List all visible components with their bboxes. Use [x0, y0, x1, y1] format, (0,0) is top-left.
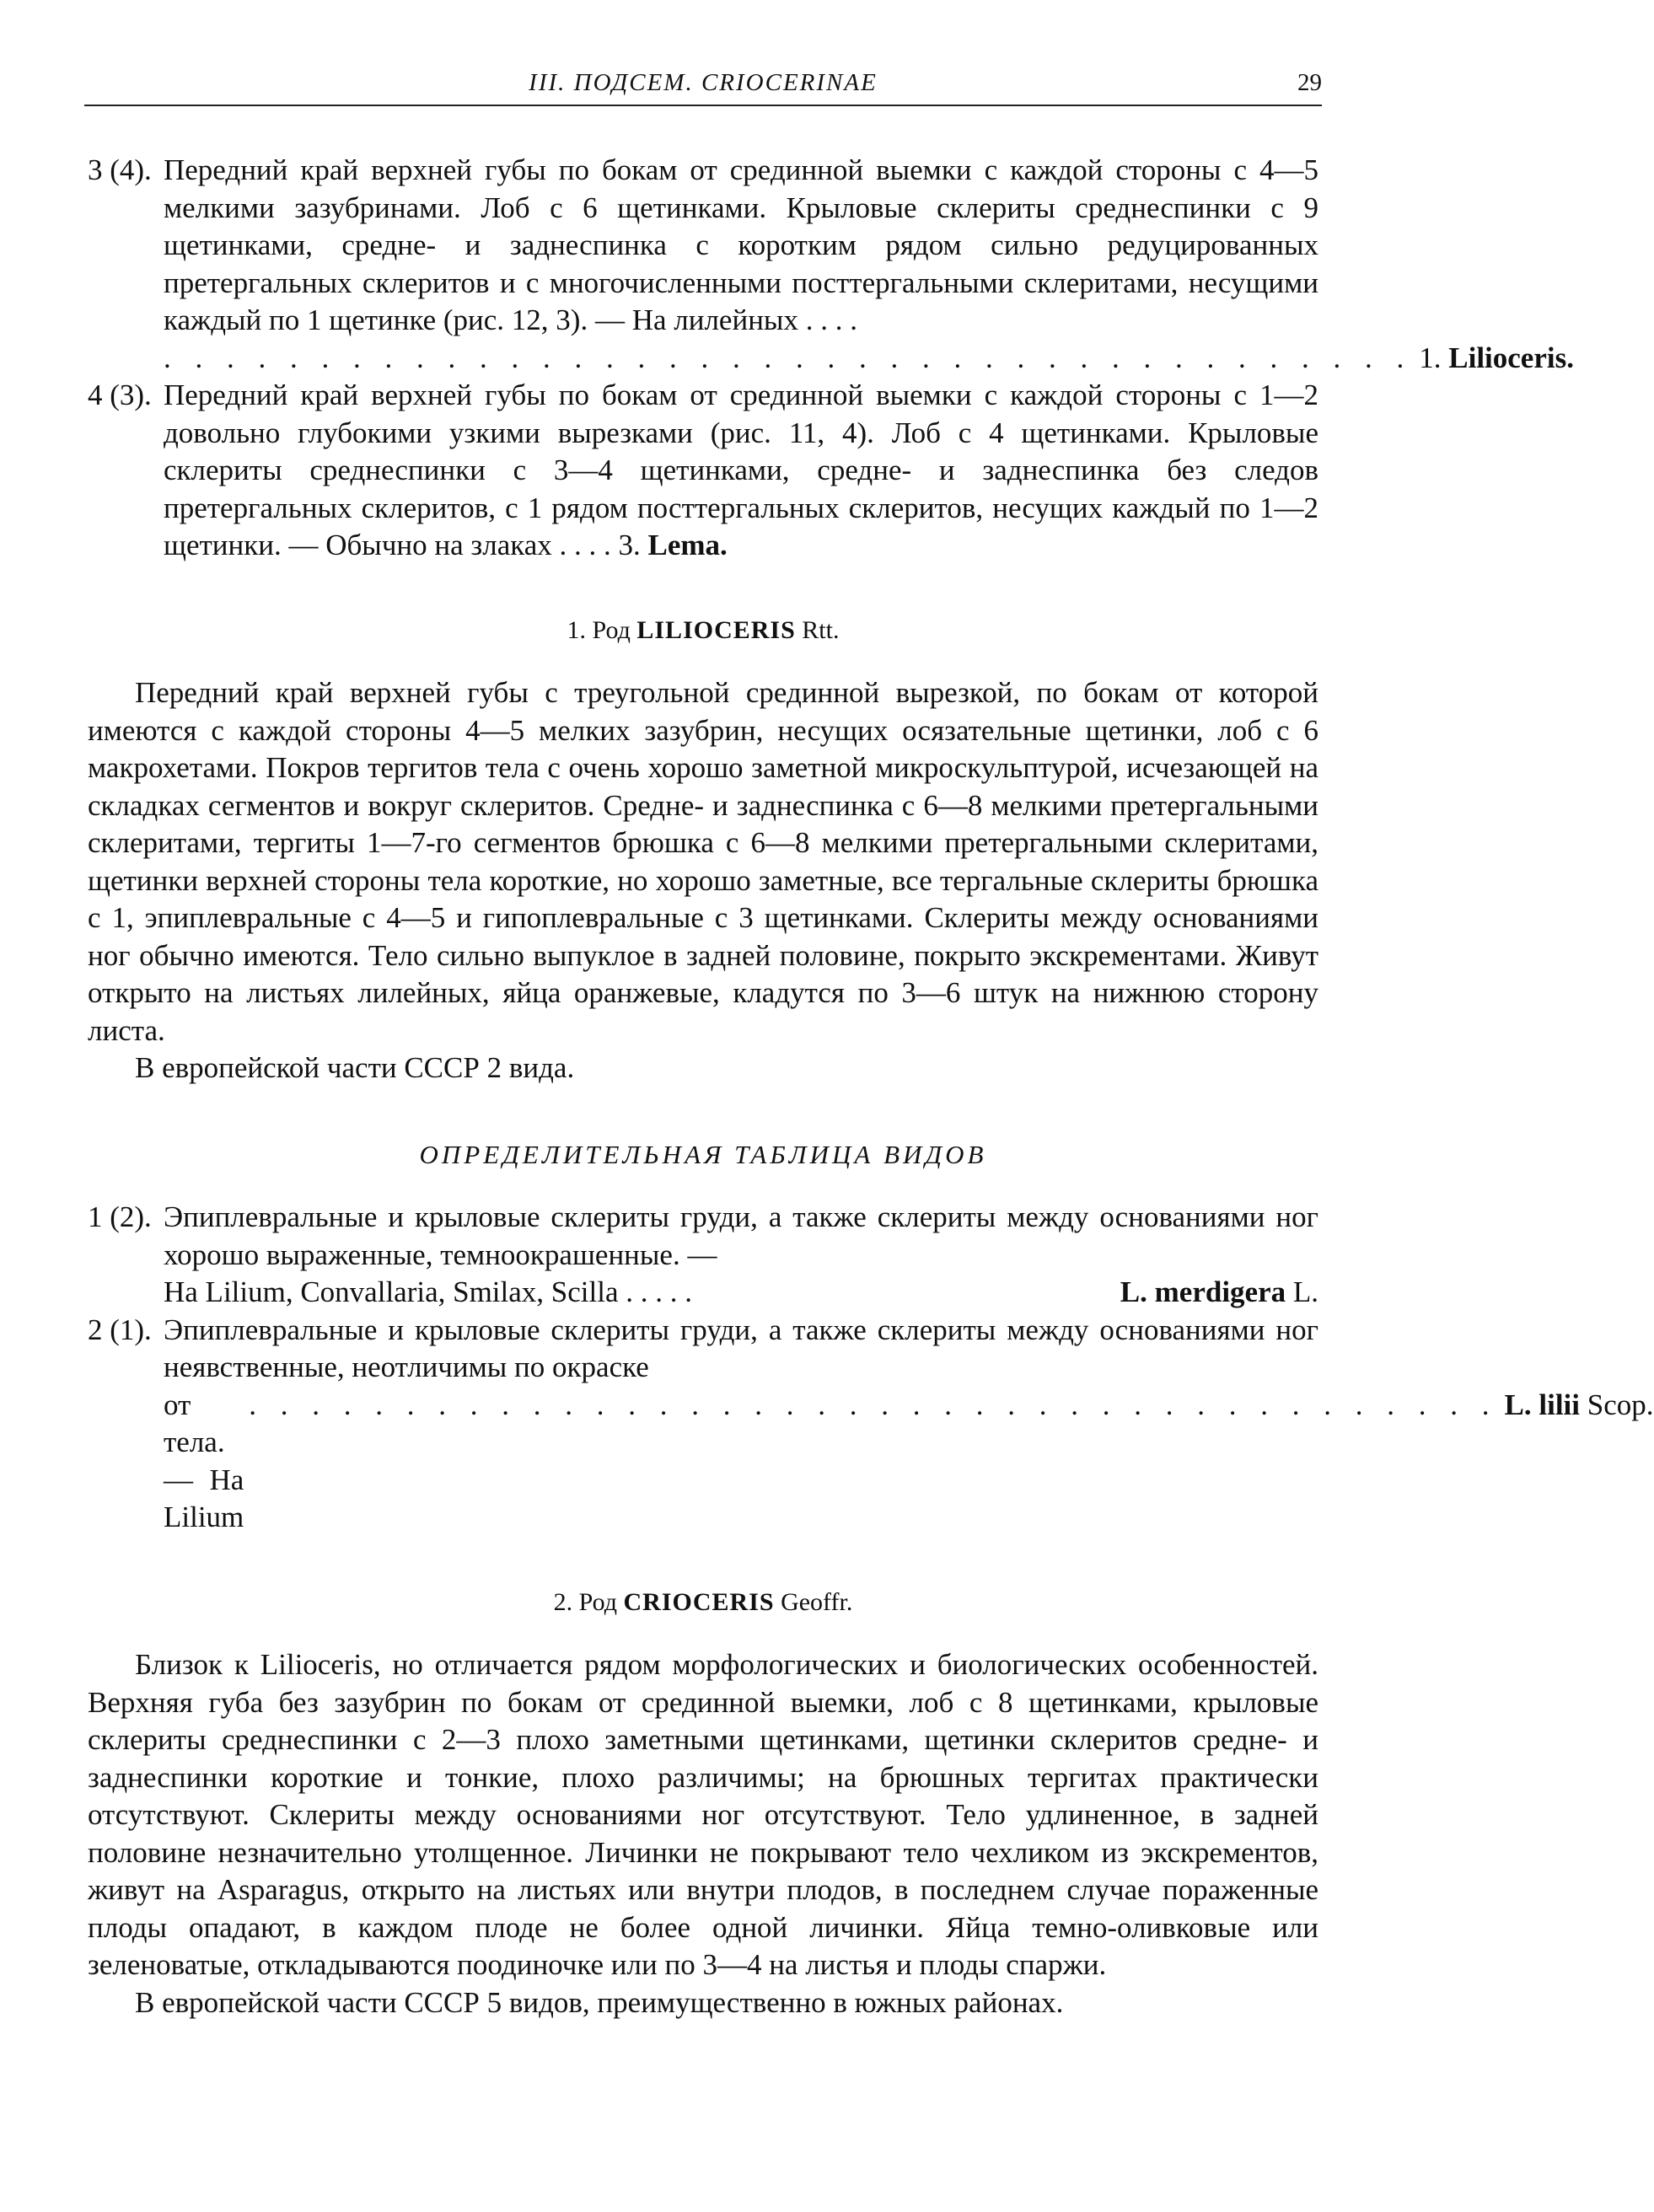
genus-name: LILIOCERIS — [636, 615, 796, 644]
genus-heading-lilioceris: 1. Род LILIOCERIS Rtt. — [567, 615, 840, 644]
couplet-text: Эпиплевральные и крыловые склериты груди, а также склериты между основаниями ног хорошо выраженные, темноокрашенные. — — [164, 1200, 1318, 1271]
couplet-number: 3 (4). — [88, 153, 152, 186]
couplet-number: 4 (3). — [88, 379, 152, 411]
running-title: III. ПОДСЕМ. CRIOCERINAE — [529, 69, 878, 96]
couplet-result-genus: Lilioceris. — [1448, 341, 1574, 374]
species-author: L. — [1292, 1275, 1318, 1308]
leader-dots: . . . . . . . . . . . . . . . . . . . . . . . . . . . . . . . . . . . . . . . . — [164, 341, 1413, 374]
page-content — [88, 152, 1654, 2021]
genus-name: CRIOCERIS — [623, 1587, 775, 1616]
couplet-result-number: 3. — [618, 529, 641, 561]
species-couplet-2 — [88, 1312, 1654, 1537]
genus-heading-crioceris: 2. Род CRIOCERIS Geoffr. — [553, 1587, 853, 1616]
species-name: L. lilii — [1504, 1388, 1580, 1421]
couplet-number: 2 (1). — [88, 1313, 152, 1346]
couplet-text: Эпиплевральные и крыловые склериты груди, а также склериты между основаниями ног неявственные, неотличимы по окраске — [164, 1313, 1318, 1383]
couplet-result-number: 1. — [1419, 341, 1442, 374]
species-count: В европейской части СССР 2 вида. — [135, 1051, 575, 1084]
leader-dots: . . . . . . . . . . . . . . . . . . . . . . . . . . . . . . . . . . . . . . . . — [249, 1388, 1498, 1421]
page-header — [84, 66, 1322, 106]
genus-author: Rtt. — [802, 615, 840, 644]
couplet-number: 1 (2). — [88, 1200, 152, 1233]
couplet-text: Передний край верхней губы по бокам от срединной выемки с каждой стороны с 4—5 мелкими зазубринами. Лоб с 6 щетинками. Крыловые склериты среднеспинки с 9 щетинками, средне- и заднеспинка с коротким рядом сильно редуцированных претергальных склеритов и с многочисленными посттергальными склеритами, несущими каждый по 1 щетинке (рис. 12, 3). — На лилейных . . . . — [164, 153, 1318, 336]
page-number: 29 — [1297, 69, 1322, 96]
species-name: L. merdigera — [1120, 1275, 1286, 1308]
genus-description: Близок к Lilioceris, но отличается рядом морфологических и биологических особенностей. Верхняя губа без зазубрин по бокам от срединной выемки, лоб с 8 щетинками, крыловые склериты среднеспинки с 2—3 плохо заметными щетинками, щетинки склеритов средне- и заднеспинки короткие и тонкие, плохо различимы; на брюшных тергитах практически отсутствуют. Склериты между основаниями ног отсутствуют. Тело удлиненное, в задней половине незначительно утолщенное. Личинки не покрывают тело чехликом из экскрементов, живут на Asparagus, открыто на листьях или внутри плодов, в последнем случае пораженные плоды опадают, в каждом плоде не более одной личинки. Яйца темно-оливковые или зеленоватые, откладываются поодиночке или по 3—4 на листья и плоды спаржи. — [88, 1648, 1318, 1981]
couplet-result-genus: Lema. — [647, 529, 728, 561]
species-couplet-1 — [88, 1199, 1318, 1312]
key-couplet-3 — [88, 152, 1574, 377]
species-count: В европейской части СССР 5 видов, преимущественно в южных районах. — [135, 1985, 1064, 2019]
couplet-host-line: На Lilium, Convallaria, Smilax, Scilla . . . . . — [164, 1275, 692, 1308]
species-key-title: ОПРЕДЕЛИТЕЛЬНАЯ ТАБЛИЦА ВИДОВ — [419, 1139, 987, 1169]
couplet-text: Передний край верхней губы по бокам от срединной выемки с каждой стороны с 1—2 довольно глубокими узкими вырезками (рис. 11, 4). Лоб с 4 щетинками. Крыловые склериты среднеспинки с 3—4 щетинками, средне- и заднеспинка без следов претергальных склеритов, с 1 рядом посттергальных склеритов, несущих каждый по 1—2 щетинки. — Обычно на злаках . . . . — [164, 379, 1318, 561]
species-author: Scop. — [1587, 1388, 1654, 1421]
key-couplet-4 — [88, 377, 1318, 565]
genus-description: Передний край верхней губы с треугольной срединной вырезкой, по бокам от которой имеются с каждой стороны 4—5 мелких зазубрин, несущих осязательные щетинки, лоб с 6 макрохетами. Покров тергитов тела с очень хорошо заметной микроскульптурой, исчезающей на складках сегментов и вокруг склеритов. Средне- и заднеспинка с 6—8 мелкими претергальными склеритами, тергиты 1—7-го сегментов брюшка с 6—8 мелкими претергальными склеритами, щетинки верхней стороны тела короткие, но хорошо заметные, все тергальные склериты брюшка с 1, эпиплевральные с 4—5 и гипоплевральные с 3 щетинками. Склериты между основаниями ног обычно имеются. Тело сильно выпуклое в задней половине, покрыто экскрементами. Живут открыто на листьях лилейных, яйца оранжевые, кладутся по 3—6 штук на нижнюю сторону листа. — [88, 676, 1318, 1047]
couplet-host-line: от тела. — На Lilium — [164, 1388, 244, 1533]
genus-author: Geoffr. — [781, 1587, 853, 1616]
